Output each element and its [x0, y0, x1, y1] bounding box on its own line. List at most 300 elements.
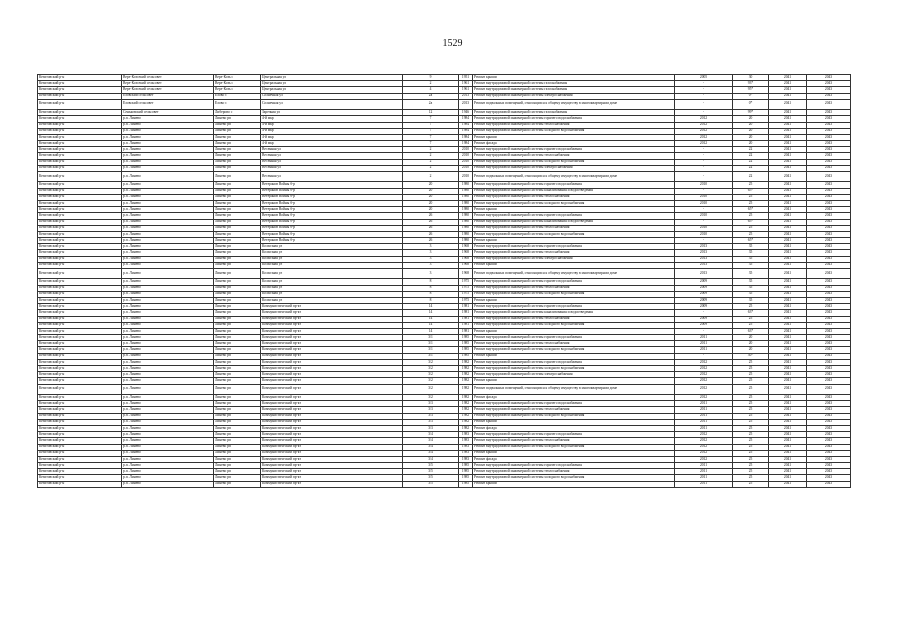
cell-settlement: Линево рп	[214, 378, 261, 384]
cell-plan-end: 2043	[807, 432, 851, 438]
cell-work-type: Ремонт внутридомовой инженерной системы горячего водоснабжения	[473, 279, 675, 285]
cell-wear: 35	[733, 297, 769, 303]
cell-house: 2	[403, 153, 459, 159]
cell-plan-start: 2041	[769, 269, 807, 279]
cell-district: Кезитовский р-н	[38, 425, 122, 431]
cell-year-built: 1980	[459, 231, 473, 237]
cell-plan-start: 2041	[769, 481, 807, 487]
cell-municipality: р.п. Линево	[122, 419, 214, 425]
cell-wear: 35	[733, 285, 769, 291]
cell-year-built: 1981	[459, 322, 473, 328]
cell-street: Ветеранов Войны б-р	[261, 231, 403, 237]
cell-settlement: Линево рп	[214, 407, 261, 413]
cell-house: 3/3	[403, 425, 459, 431]
cell-district: Кезитовский р-н	[38, 469, 122, 475]
cell-plan-start: 2041	[769, 250, 807, 256]
cell-work-type: Ремонт фасада	[473, 425, 675, 431]
cell-municipality: Вере-Козсекий сельсовет	[122, 87, 214, 93]
cell-municipality: р.п. Линево	[122, 207, 214, 213]
cell-plan-start: 2041	[769, 134, 807, 140]
cell-street: Коммунистический пр-кт	[261, 469, 403, 475]
cell-plan-start: 2041	[769, 407, 807, 413]
cell-plan-end: 2043	[807, 244, 851, 250]
cell-plan-start: 2041	[769, 310, 807, 316]
cell-work-type: Ремонт внутридомовой инженерной системы электроснабжения	[473, 165, 675, 171]
cell-street: Коммунистический пр-кт	[261, 432, 403, 438]
cell-plan-start: 2041	[769, 359, 807, 365]
cell-district: Кезитовский р-н	[38, 395, 122, 401]
cell-plan-end: 2043	[807, 269, 851, 279]
cell-municipality: р.п. Линево	[122, 231, 214, 237]
cell-work-type: Ремонт внутридомовой инженерной системы газоснабжения	[473, 81, 675, 87]
cell-municipality: р.п. Линево	[122, 291, 214, 297]
cell-plan-start: 2041	[769, 87, 807, 93]
cell-settlement: Линево рп	[214, 456, 261, 462]
cell-wear: 35	[733, 291, 769, 297]
cell-settlement: Линево рп	[214, 244, 261, 250]
cell-municipality: Сеньковский сельсовет	[122, 110, 214, 116]
cell-district: Кезитовский р-н	[38, 262, 122, 268]
cell-municipality: р.п. Линево	[122, 456, 214, 462]
cell-wear: 25	[733, 366, 769, 372]
cell-house: 20	[403, 188, 459, 194]
cell-last-repair-year: 2012	[675, 378, 733, 384]
cell-wear: 25	[733, 322, 769, 328]
cell-street: Коммунистический пр-кт	[261, 438, 403, 444]
cell-plan-start: 2041	[769, 153, 807, 159]
page-number: 1529	[442, 38, 463, 49]
cell-municipality: р.п. Линево	[122, 372, 214, 378]
cell-district: Кезитовский р-н	[38, 269, 122, 279]
cell-year-built: 1982	[459, 372, 473, 378]
cell-house: 20	[403, 182, 459, 188]
cell-street: Коммунистический пр-кт	[261, 322, 403, 328]
cell-street: Коммунистический пр-кт	[261, 335, 403, 341]
cell-district: Кезитовский р-н	[38, 194, 122, 200]
cell-settlement: Линево рп	[214, 116, 261, 122]
cell-district: Кезитовский р-н	[38, 353, 122, 359]
cell-district: Кезитовский р-н	[38, 384, 122, 394]
cell-plan-start: 2041	[769, 328, 807, 334]
cell-plan-start: 2041	[769, 322, 807, 328]
cell-municipality: р.п. Линево	[122, 134, 214, 140]
cell-district: Кезитовский р-н	[38, 93, 122, 99]
cell-street: Весенняя ул	[261, 147, 403, 153]
cell-last-repair-year: -	[675, 328, 733, 334]
cell-last-repair-year: 2011	[675, 425, 733, 431]
cell-plan-start: 2041	[769, 304, 807, 310]
cell-last-repair-year: 2013	[675, 250, 733, 256]
cell-wear: 65*	[733, 188, 769, 194]
cell-street: Коммунистический пр-кт	[261, 328, 403, 334]
cell-settlement: Линево рп	[214, 481, 261, 487]
cell-settlement: Линево рп	[214, 153, 261, 159]
cell-settlement: Линево рп	[214, 207, 261, 213]
cell-work-type: Ремонт внутридомовой инженерной системы электроснабжения	[473, 372, 675, 378]
cell-house: 2	[403, 159, 459, 165]
cell-year-built: 1985	[459, 347, 473, 353]
cell-wear: 20	[733, 347, 769, 353]
cell-house: 3/2	[403, 372, 459, 378]
cell-plan-start: 2041	[769, 469, 807, 475]
cell-wear: 93*	[733, 81, 769, 87]
cell-street: Весенняя ул	[261, 172, 403, 182]
cell-wear: 20	[733, 128, 769, 134]
cell-settlement: Линево рп	[214, 463, 261, 469]
cell-wear: 20	[733, 141, 769, 147]
cell-plan-start: 2041	[769, 219, 807, 225]
cell-street: Коммунистический пр-кт	[261, 366, 403, 372]
cell-work-type: Ремонт внутридомовой инженерной системы горячего водоснабжения	[473, 401, 675, 407]
cell-house: 8	[403, 285, 459, 291]
cell-street: 4-й мкр	[261, 134, 403, 140]
cell-municipality: р.п. Линево	[122, 122, 214, 128]
cell-plan-end: 2043	[807, 182, 851, 188]
cell-street: Ветеранов Войны б-р	[261, 194, 403, 200]
cell-plan-end: 2043	[807, 141, 851, 147]
cell-district: Кезитовский р-н	[38, 481, 122, 487]
cell-street: Коммунистический пр-кт	[261, 347, 403, 353]
cell-plan-start: 2041	[769, 456, 807, 462]
cell-wear: 95*	[733, 87, 769, 93]
cell-plan-end: 2043	[807, 316, 851, 322]
cell-street: Коммунистический пр-кт	[261, 341, 403, 347]
cell-plan-end: 2043	[807, 401, 851, 407]
cell-street: Коммунистический пр-кт	[261, 401, 403, 407]
cell-plan-end: 2043	[807, 153, 851, 159]
cell-house: 4	[403, 87, 459, 93]
cell-wear: 22	[733, 165, 769, 171]
cell-work-type: Ремонт крыши	[473, 207, 675, 213]
cell-municipality: р.п. Линево	[122, 335, 214, 341]
cell-settlement: Линево рп	[214, 122, 261, 128]
cell-plan-start: 2041	[769, 297, 807, 303]
cell-last-repair-year: -	[675, 188, 733, 194]
cell-district: Кезитовский р-н	[38, 250, 122, 256]
cell-wear: 25	[733, 200, 769, 206]
cell-district: Кезитовский р-н	[38, 116, 122, 122]
cell-plan-start: 2041	[769, 279, 807, 285]
cell-district: Кезитовский р-н	[38, 359, 122, 365]
cell-district: Кезитовский р-н	[38, 256, 122, 262]
cell-wear: 0*	[733, 93, 769, 99]
cell-district: Кезитовский р-н	[38, 310, 122, 316]
cell-district: Кезитовский р-н	[38, 200, 122, 206]
cell-plan-start: 2041	[769, 81, 807, 87]
cell-year-built: 1982	[459, 366, 473, 372]
cell-municipality: Вере-Козсекий сельсовет	[122, 75, 214, 81]
cell-wear: 25	[733, 444, 769, 450]
cell-street: Ветеранов Войны б-р	[261, 182, 403, 188]
cell-house: 3/2	[403, 378, 459, 384]
cell-district: Кезитовский р-н	[38, 316, 122, 322]
cell-municipality: р.п. Линево	[122, 182, 214, 188]
cell-year-built: 1975	[459, 291, 473, 297]
cell-street: Коммунистический пр-кт	[261, 456, 403, 462]
cell-plan-end: 2043	[807, 99, 851, 109]
cell-plan-end: 2043	[807, 359, 851, 365]
cell-house: 3/4	[403, 438, 459, 444]
cell-district: Кезитовский р-н	[38, 413, 122, 419]
cell-last-repair-year: 2012	[675, 359, 733, 365]
cell-wear: 20	[733, 122, 769, 128]
cell-work-type: Ремонт внутридомовой инженерной системы теплоснабжения	[473, 407, 675, 413]
cell-last-repair-year: 2009	[675, 291, 733, 297]
cell-plan-start: 2041	[769, 225, 807, 231]
cell-wear: 25	[733, 432, 769, 438]
cell-settlement: Линево рп	[214, 141, 261, 147]
cell-settlement: Линево рп	[214, 159, 261, 165]
cell-district: Кезитовский р-н	[38, 328, 122, 334]
cell-district: Кезитовский р-н	[38, 134, 122, 140]
cell-plan-start: 2041	[769, 444, 807, 450]
cell-work-type: Ремонт внутридомовой инженерной системы горячего водоснабжения	[473, 463, 675, 469]
cell-municipality: р.п. Линево	[122, 341, 214, 347]
cell-settlement: Линево рп	[214, 297, 261, 303]
cell-plan-start: 2041	[769, 395, 807, 401]
cell-plan-start: 2041	[769, 200, 807, 206]
cell-plan-end: 2043	[807, 475, 851, 481]
cell-wear: 30*	[733, 353, 769, 359]
cell-house: 3/1	[403, 347, 459, 353]
cell-year-built: 1985	[459, 463, 473, 469]
cell-year-built: 1968	[459, 244, 473, 250]
cell-year-built: 2013	[459, 99, 473, 109]
cell-municipality: Вере-Козсекий сельсовет	[122, 81, 214, 87]
cell-house: 26	[403, 225, 459, 231]
cell-work-type: Ремонт внутридомовой инженерной системы холодного водоснабжения	[473, 347, 675, 353]
cell-wear: 0*	[733, 99, 769, 109]
cell-municipality: р.п. Линево	[122, 279, 214, 285]
cell-district: Кезитовский р-н	[38, 291, 122, 297]
cell-settlement: Линево рп	[214, 353, 261, 359]
cell-last-repair-year: 2010	[675, 200, 733, 206]
cell-plan-start: 2041	[769, 347, 807, 353]
cell-plan-start: 2041	[769, 99, 807, 109]
cell-plan-start: 2041	[769, 165, 807, 171]
cell-settlement: Линево рп	[214, 425, 261, 431]
cell-year-built: 1975	[459, 279, 473, 285]
cell-house: 14	[403, 310, 459, 316]
cell-plan-end: 2043	[807, 207, 851, 213]
cell-plan-start: 2041	[769, 291, 807, 297]
cell-year-built: 1980	[459, 194, 473, 200]
cell-house: 2а	[403, 93, 459, 99]
cell-municipality: р.п. Линево	[122, 347, 214, 353]
cell-settlement: Линево рп	[214, 256, 261, 262]
cell-house: 3/3	[403, 419, 459, 425]
cell-street: Колхозная ул	[261, 262, 403, 268]
cell-year-built: 1983	[459, 450, 473, 456]
cell-plan-end: 2043	[807, 87, 851, 93]
cell-year-built: 1983	[459, 444, 473, 450]
cell-last-repair-year: 2013	[675, 256, 733, 262]
cell-last-repair-year: 2011	[675, 419, 733, 425]
cell-work-type: Ремонт крыши	[473, 481, 675, 487]
cell-municipality: р.п. Линево	[122, 172, 214, 182]
cell-municipality: р.п. Линево	[122, 297, 214, 303]
cell-plan-start: 2041	[769, 372, 807, 378]
cell-plan-start: 2041	[769, 182, 807, 188]
cell-municipality: р.п. Линево	[122, 225, 214, 231]
cell-plan-end: 2043	[807, 285, 851, 291]
cell-house: 3/4	[403, 456, 459, 462]
cell-last-repair-year: 2012	[675, 395, 733, 401]
cell-year-built: 1981	[459, 316, 473, 322]
cell-plan-start: 2041	[769, 341, 807, 347]
cell-wear: 25	[733, 194, 769, 200]
cell-house: 20	[403, 200, 459, 206]
cell-year-built: 1980	[459, 182, 473, 188]
cell-wear: 25	[733, 475, 769, 481]
cell-work-type: Ремонт внутридомовой инженерной системы горячего водоснабжения	[473, 244, 675, 250]
cell-last-repair-year: 2009	[675, 285, 733, 291]
cell-wear: 22	[733, 147, 769, 153]
cell-work-type: Ремонт внутридомовой инженерной системы теплоснабжения	[473, 316, 675, 322]
cell-wear: 35	[733, 269, 769, 279]
cell-district: Кезитовский р-н	[38, 401, 122, 407]
cell-year-built: 1985	[459, 353, 473, 359]
cell-work-type: Ремонт крыши	[473, 419, 675, 425]
cell-plan-end: 2043	[807, 407, 851, 413]
cell-settlement: Линево рп	[214, 262, 261, 268]
cell-street: Центральная ул	[261, 75, 403, 81]
cell-municipality: р.п. Линево	[122, 481, 214, 487]
cell-street: Коммунистический пр-кт	[261, 304, 403, 310]
cell-house: 7	[403, 128, 459, 134]
cell-wear: 25	[733, 425, 769, 431]
cell-year-built: 2013	[459, 93, 473, 99]
cell-district: Кезитовский р-н	[38, 147, 122, 153]
cell-house: 2	[403, 172, 459, 182]
cell-municipality: р.п. Линево	[122, 328, 214, 334]
cell-last-repair-year: 2012	[675, 450, 733, 456]
cell-last-repair-year: 2011	[675, 335, 733, 341]
cell-year-built: 1980	[459, 225, 473, 231]
cell-house: 3/2	[403, 366, 459, 372]
cell-district: Кезитовский р-н	[38, 444, 122, 450]
cell-house: 14	[403, 328, 459, 334]
cell-municipality: р.п. Линево	[122, 444, 214, 450]
cell-last-repair-year: 2005	[675, 75, 733, 81]
cell-house: 3/3	[403, 413, 459, 419]
cell-settlement: Линево рп	[214, 450, 261, 456]
cell-district: Кезитовский р-н	[38, 419, 122, 425]
cell-settlement: Линево рп	[214, 469, 261, 475]
cell-municipality: р.п. Линево	[122, 213, 214, 219]
cell-municipality: р.п. Линево	[122, 395, 214, 401]
cell-settlement: Линево рп	[214, 147, 261, 153]
cell-last-repair-year: 2011	[675, 401, 733, 407]
cell-plan-start: 2041	[769, 238, 807, 244]
cell-work-type: Ремонт внутридомовой инженерной системы теплоснабжения	[473, 341, 675, 347]
cell-house: 3	[403, 244, 459, 250]
cell-district: Кезитовский р-н	[38, 238, 122, 244]
cell-plan-end: 2043	[807, 262, 851, 268]
cell-plan-end: 2043	[807, 75, 851, 81]
cell-last-repair-year: -	[675, 110, 733, 116]
cell-settlement: Линево рп	[214, 188, 261, 194]
cell-last-repair-year: 2012	[675, 444, 733, 450]
cell-settlement: Линево рп	[214, 328, 261, 334]
cell-municipality: р.п. Линево	[122, 316, 214, 322]
cell-settlement: Линево рп	[214, 134, 261, 140]
cell-plan-end: 2043	[807, 134, 851, 140]
cell-year-built: 1982	[459, 413, 473, 419]
cell-plan-end: 2043	[807, 304, 851, 310]
cell-plan-end: 2043	[807, 450, 851, 456]
cell-street: Колхозная ул	[261, 269, 403, 279]
cell-settlement: Линево рп	[214, 310, 261, 316]
cell-last-repair-year: 2011	[675, 475, 733, 481]
cell-year-built: 1980	[459, 207, 473, 213]
cell-work-type: Ремонт подвальных помещений, относящихся к общему имуществу в многоквартирном доме	[473, 384, 675, 394]
cell-street: Ветеранов Войны б-р	[261, 238, 403, 244]
cell-plan-end: 2043	[807, 395, 851, 401]
cell-district: Кезитовский р-н	[38, 99, 122, 109]
cell-house: 7	[403, 116, 459, 122]
cell-settlement: Линево рп	[214, 359, 261, 365]
cell-year-built: 1981	[459, 328, 473, 334]
cell-house: 2	[403, 81, 459, 87]
cell-plan-end: 2043	[807, 93, 851, 99]
cell-settlement: Линево рп	[214, 213, 261, 219]
cell-last-repair-year: 2010	[675, 231, 733, 237]
cell-settlement: Вере-Козь с	[214, 75, 261, 81]
cell-street: Колхозная ул	[261, 285, 403, 291]
cell-street: Ветеранов Войны б-р	[261, 225, 403, 231]
cell-house: 14	[403, 304, 459, 310]
cell-plan-start: 2041	[769, 353, 807, 359]
cell-house: 2	[403, 147, 459, 153]
cell-settlement: Линево рп	[214, 304, 261, 310]
cell-wear: 25	[733, 481, 769, 487]
cell-settlement: Линево рп	[214, 432, 261, 438]
cell-last-repair-year: 2010	[675, 182, 733, 188]
cell-street: Ветеранов Войны б-р	[261, 188, 403, 194]
cell-plan-end: 2043	[807, 419, 851, 425]
cell-work-type: Ремонт подвальных помещений, относящихся к общему имуществу в многоквартирном доме	[473, 172, 675, 182]
cell-settlement: Линево рп	[214, 219, 261, 225]
cell-district: Кезитовский р-н	[38, 285, 122, 291]
table-row	[38, 172, 851, 182]
cell-district: Кезитовский р-н	[38, 456, 122, 462]
cell-last-repair-year: 2010	[675, 213, 733, 219]
cell-settlement: Линево рп	[214, 250, 261, 256]
cell-work-type: Ремонт внутридомовой инженерной системы горячего водоснабжения	[473, 182, 675, 188]
cell-work-type: Ремонт крыши	[473, 378, 675, 384]
cell-house: 3/2	[403, 384, 459, 394]
cell-house: 7	[403, 122, 459, 128]
cell-plan-end: 2043	[807, 116, 851, 122]
cell-street: Центральная ул	[261, 81, 403, 87]
cell-house: 3/1	[403, 341, 459, 347]
cell-municipality: р.п. Линево	[122, 310, 214, 316]
cell-work-type: Ремонт подвальных помещений, относящихся к общему имуществу в многоквартирном доме	[473, 99, 675, 109]
cell-street: Коммунистический пр-кт	[261, 359, 403, 365]
cell-year-built: 1985	[459, 469, 473, 475]
cell-last-repair-year: 2010	[675, 225, 733, 231]
cell-year-built: 2010	[459, 147, 473, 153]
cell-district: Кезитовский р-н	[38, 75, 122, 81]
cell-last-repair-year: 2009	[675, 304, 733, 310]
cell-plan-start: 2041	[769, 194, 807, 200]
cell-plan-start: 2041	[769, 463, 807, 469]
cell-last-repair-year: -	[675, 353, 733, 359]
cell-plan-end: 2043	[807, 322, 851, 328]
cell-work-type: Ремонт внутридомовой инженерной системы теплоснабжения	[473, 153, 675, 159]
cell-plan-end: 2043	[807, 413, 851, 419]
